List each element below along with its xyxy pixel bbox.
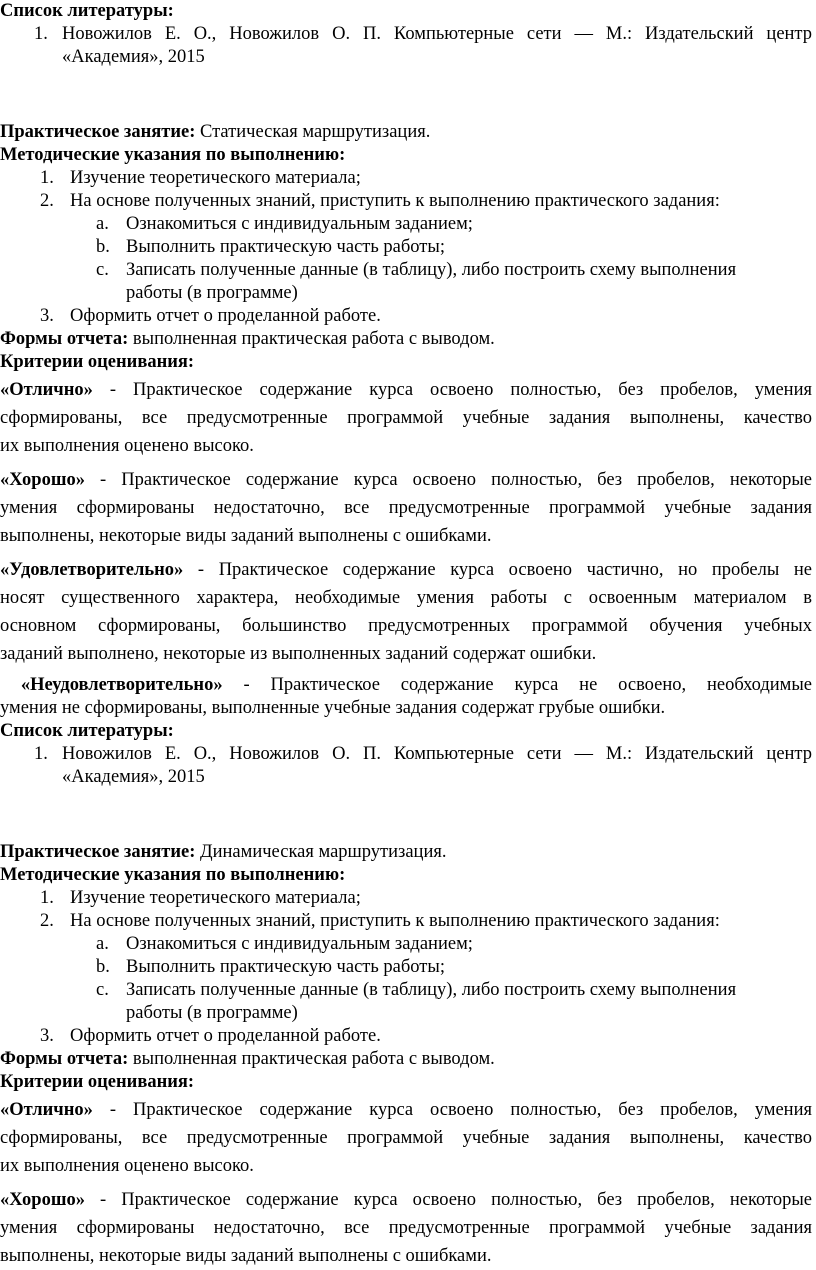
step-text: Оформить отчет о проделанной работе. (70, 306, 381, 326)
grade-text: сформированы, все предусмотренные программой учебные задания выполнены, качество (0, 1128, 812, 1148)
practice-label: Практическое занятие: (0, 122, 196, 142)
substep-text: Выполнить практическую часть работы; (126, 957, 445, 977)
step-number: 2. (40, 191, 54, 211)
substep-item (0, 236, 812, 259)
step-text: На основе полученных знаний, приступить к выполнению практического задания: (70, 191, 720, 211)
substep-text: Ознакомиться с индивидуальным заданием; (126, 934, 473, 954)
grade-text: умения сформированы недостаточно, все предусмотренные программой учебные задания (0, 1218, 812, 1238)
grade-text: - Практическое содержание курса освоено полностью, без пробелов, умения (92, 1100, 812, 1120)
step-text: Изучение теоретического материала; (70, 168, 361, 188)
step-text: Изучение теоретического материала; (70, 888, 361, 908)
grade-text: - Практическое содержание курса освоено частично, но пробелы не (183, 560, 812, 580)
criteria-unsatisfactory (0, 674, 812, 720)
literature-heading: Список литературы: (0, 721, 174, 741)
substep-text-cont: работы (в программе) (126, 283, 298, 303)
practice-label: Практическое занятие: (0, 842, 196, 862)
grade-label: «Удовлетворительно» (0, 560, 184, 580)
practice-title: Динамическая маршрутизация. (195, 842, 447, 862)
step-number: 2. (40, 911, 54, 931)
substep-item (0, 956, 812, 979)
step-item (0, 167, 812, 190)
step-item (0, 305, 812, 328)
report-form-line (0, 328, 812, 351)
literature-item-text: Новожилов Е. О., Новожилов О. П. Компьютерные сети — М.: Издательский центр (62, 24, 812, 44)
grade-text: - Практическое содержание курса освоено полностью, без пробелов, некоторые (84, 1190, 812, 1210)
step-number: 3. (40, 1026, 54, 1046)
literature-item-number: 1. (34, 24, 48, 44)
substep-letter: b. (96, 237, 110, 257)
practice-title: Статическая маршрутизация. (195, 122, 431, 142)
step-number: 3. (40, 306, 54, 326)
grade-text: - Практическое содержание курса не освоено, необходимые (222, 675, 812, 695)
substep-item (0, 259, 812, 282)
step-item (0, 1025, 812, 1048)
grade-text: их выполнения оценено высоко. (0, 436, 254, 456)
step-item (0, 190, 812, 213)
practice-title-line (0, 841, 812, 864)
literature-item-text-cont: «Академия», 2015 (62, 47, 205, 67)
report-label: Формы отчета: (0, 329, 129, 349)
grade-text: сформированы, все предусмотренные программой учебные задания выполнены, качество (0, 408, 812, 428)
grade-text: умения сформированы недостаточно, все предусмотренные программой учебные задания (0, 498, 812, 518)
step-number: 1. (40, 888, 54, 908)
step-number: 1. (40, 168, 54, 188)
grade-label: «Неудовлетворительно» (0, 675, 223, 695)
literature-item-text-cont: «Академия», 2015 (62, 767, 205, 787)
step-item (0, 910, 812, 933)
grade-text: - Практическое содержание курса освоено полностью, без пробелов, некоторые (84, 470, 812, 490)
grade-text: их выполнения оценено высоко. (0, 1156, 254, 1176)
grade-text: выполнены, некоторые виды заданий выполнены с ошибками. (0, 1246, 492, 1266)
grade-text: умения не сформированы, выполненные учебные задания содержат грубые ошибки. (0, 698, 666, 718)
step-item (0, 887, 812, 910)
grade-text: выполнены, некоторые виды заданий выполнены с ошибками. (0, 526, 492, 546)
substep-item (0, 979, 812, 1002)
grade-text: заданий выполнено, некоторые из выполненных заданий содержат ошибки. (0, 644, 597, 664)
criteria-excellent (0, 1096, 812, 1180)
criteria-heading: Критерии оценивания: (0, 352, 195, 372)
literature-heading: Список литературы: (0, 1, 174, 21)
report-text: выполненная практическая работа с выводом. (128, 329, 495, 349)
grade-label: «Хорошо» (0, 470, 85, 490)
substep-item (0, 213, 812, 236)
criteria-good (0, 466, 812, 550)
literature-item (0, 23, 812, 46)
criteria-satisfactory (0, 556, 812, 668)
report-label: Формы отчета: (0, 1049, 129, 1069)
substep-letter: b. (96, 957, 110, 977)
substep-text: Ознакомиться с индивидуальным заданием; (126, 214, 473, 234)
literature-item-text: Новожилов Е. О., Новожилов О. П. Компьютерные сети — М.: Издательский центр (62, 744, 812, 764)
report-form-line (0, 1048, 812, 1071)
grade-label: «Отлично» (0, 1100, 93, 1120)
grade-text: - Практическое содержание курса освоено полностью, без пробелов, умения (92, 380, 812, 400)
method-heading: Методические указания по выполнению: (0, 145, 346, 165)
substep-text-cont: работы (в программе) (126, 1003, 298, 1023)
substep-text: Записать полученные данные (в таблицу), либо построить схему выполнения (126, 980, 737, 1000)
method-heading: Методические указания по выполнению: (0, 865, 346, 885)
criteria-good (0, 1186, 812, 1270)
substep-letter: c. (96, 980, 109, 1000)
grade-text: основном сформированы, большинство предусмотренных программой обучения учебных (0, 616, 812, 636)
practice-title-line (0, 121, 812, 144)
substep-item (0, 933, 812, 956)
grade-label: «Отлично» (0, 380, 93, 400)
step-text: На основе полученных знаний, приступить к выполнению практического задания: (70, 911, 720, 931)
step-text: Оформить отчет о проделанной работе. (70, 1026, 381, 1046)
substep-letter: a. (96, 934, 109, 954)
literature-item (0, 743, 812, 766)
substep-letter: a. (96, 214, 109, 234)
grade-text: носят существенного характера, необходимые умения работы с освоенным материалом в (0, 588, 812, 608)
criteria-excellent (0, 376, 812, 460)
grade-label: «Хорошо» (0, 1190, 85, 1210)
literature-item-number: 1. (34, 744, 48, 764)
substep-letter: c. (96, 260, 109, 280)
substep-text: Записать полученные данные (в таблицу), либо построить схему выполнения (126, 260, 737, 280)
substep-text: Выполнить практическую часть работы; (126, 237, 445, 257)
report-text: выполненная практическая работа с выводом. (128, 1049, 495, 1069)
criteria-heading: Критерии оценивания: (0, 1072, 195, 1092)
